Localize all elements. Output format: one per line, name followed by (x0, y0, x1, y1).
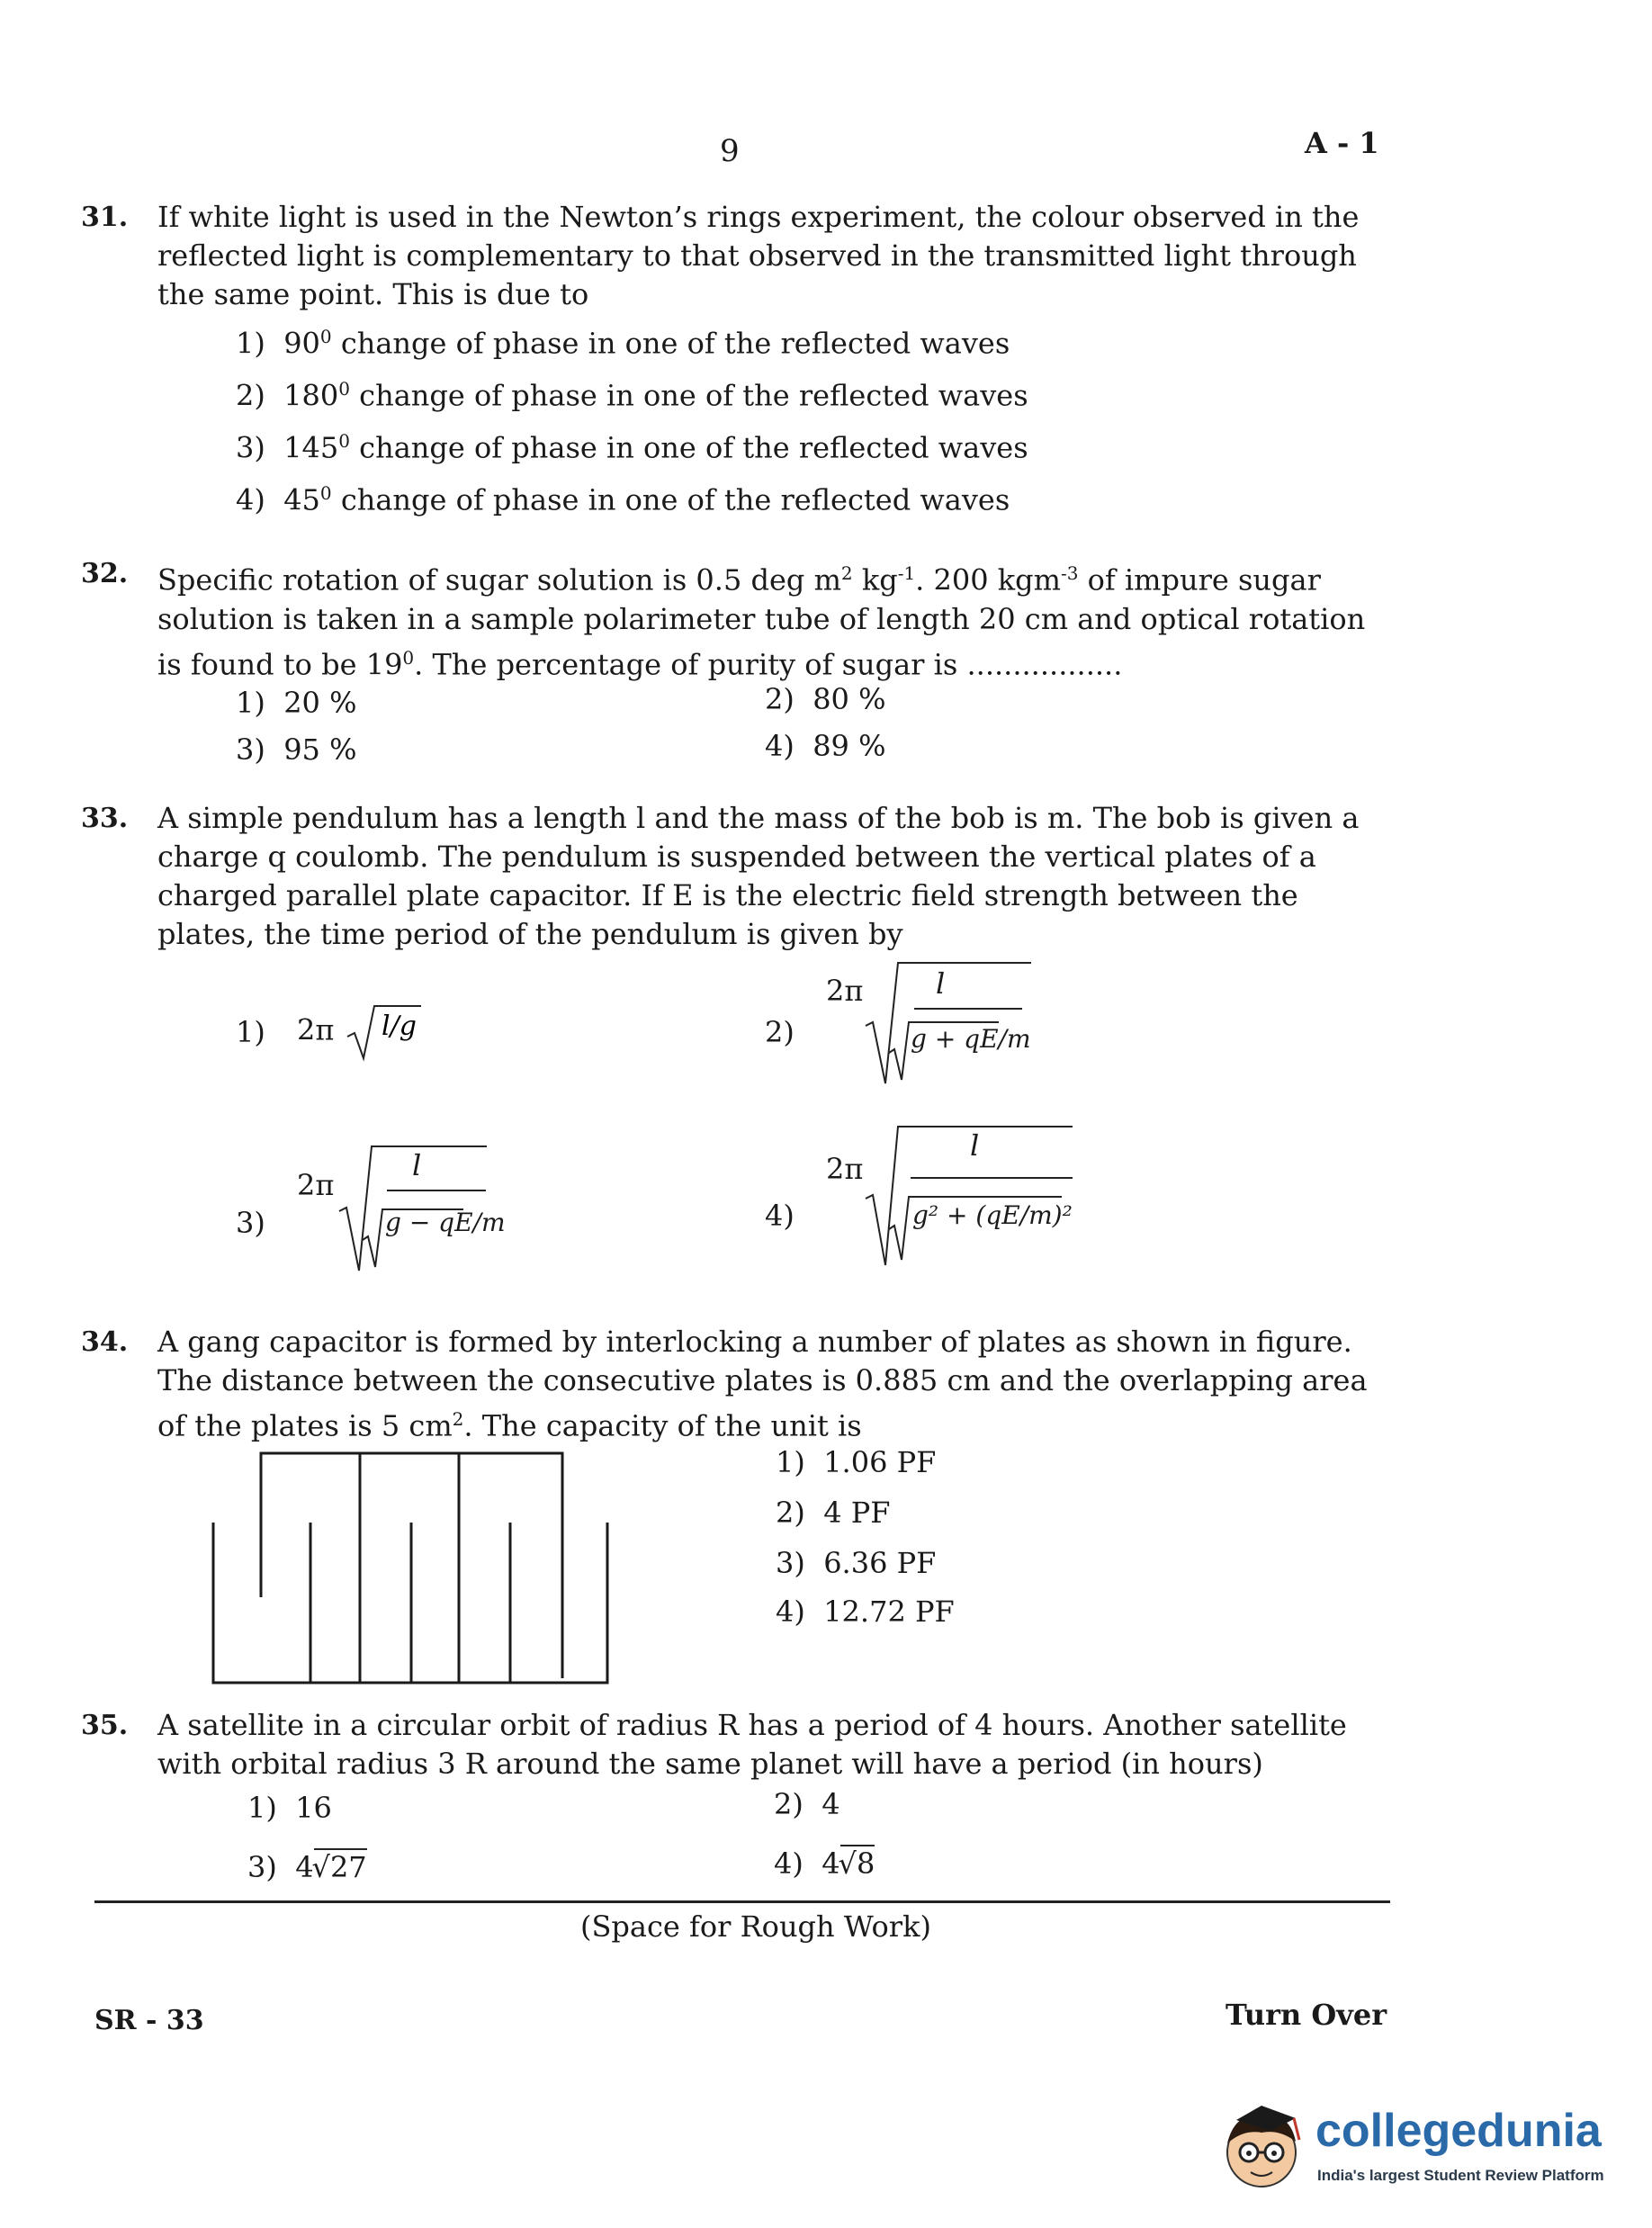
gang-capacitor-figure (202, 1440, 625, 1701)
option-34-2: 2) 4 PF (776, 1496, 891, 1530)
option-32-1: 1) 20 % (236, 686, 357, 720)
option-35-4: 4) 4√8 (774, 1846, 875, 1881)
fraction-bar (387, 1190, 486, 1191)
option-33-4-coef: 2π (826, 1152, 864, 1186)
question-number: 34. (81, 1326, 129, 1358)
brand-tagline: India's largest Student Review Platform (1317, 2167, 1604, 2184)
question-35 (81, 1706, 1377, 1783)
option-33-1-formula: 2π l/g (297, 1001, 425, 1064)
option-33-4-numerator: l (970, 1128, 980, 1163)
question-number: 32. (81, 558, 129, 589)
page-number: 9 (720, 133, 740, 169)
fraction-bar (914, 1008, 1022, 1010)
question-34 (81, 1323, 1377, 1446)
option-31-2: 2) $180^0$ change of phase in one of the reflected waves (236, 378, 1028, 413)
option-33-4-denominator: g² + (qE/m)² (912, 1200, 1073, 1230)
option-35-3: 3) 4√27 (247, 1850, 367, 1884)
question-text: If white light is used in the Newton’s rings experiment, the colour observed in the reflected light is complementary to that observed in the transmitted light through the same point. This is due to (157, 200, 1360, 311)
option-33-2: 2) (765, 1015, 795, 1049)
question-number: 31. (81, 202, 129, 233)
option-33-3-coef: 2π (297, 1168, 335, 1202)
option-34-3: 3) 6.36 PF (776, 1546, 937, 1580)
radical-icon (344, 1001, 425, 1064)
mascot-logo-icon (1217, 2097, 1306, 2196)
option-31-1: 1) $90^0$ change of phase in one of the reflected waves (236, 326, 1010, 361)
option-33-3-denominator: g − qE/m (385, 1208, 506, 1237)
option-33-3-numerator: l (412, 1148, 422, 1182)
option-35-2: 2) 4 (774, 1787, 840, 1821)
rough-work-divider (94, 1900, 1390, 1903)
question-text: Specific rotation of sugar solution is 0.5 deg $m^2$ $kg^{-1}$. 200 kgm$^{-3}$ of impure sugar solution is taken in a sample polarimeter tube of length 20 cm and optical rotation is found to be $19^0$. The percentage of purity of sugar is ................. (157, 562, 1366, 682)
option-33-4: 4) (765, 1199, 795, 1233)
question-text: A satellite in a circular orbit of radius R has a period of 4 hours. Another satellite with orbital radius 3 R around the same planet will have a period (in hours) (157, 1708, 1347, 1781)
question-text: A gang capacitor is formed by interlocking a number of plates as shown in figure. The distance between the consecutive plates is 0.885 cm and the overlapping area of the plates is 5 $cm^2$. The capacity of the unit is (157, 1325, 1368, 1443)
collegedunia-watermark (1217, 2097, 1612, 2205)
svg-text:l/g: l/g (381, 1011, 417, 1042)
question-33 (81, 799, 1377, 954)
question-number: 33. (81, 803, 129, 834)
question-32 (81, 554, 1377, 684)
option-34-1: 1) 1.06 PF (776, 1445, 937, 1479)
radical-icon (864, 954, 1035, 1089)
option-33-3: 3) (236, 1206, 265, 1240)
sheet-code: SR - 33 (94, 2005, 204, 2036)
brand-name: collegedunia (1315, 2105, 1602, 2157)
option-33-2-numerator: l (936, 966, 946, 1001)
option-31-3: 3) $145^0$ change of phase in one of the reflected waves (236, 430, 1028, 465)
option-32-3: 3) 95 % (236, 732, 357, 767)
rough-work-label: (Space for Rough Work) (580, 1909, 931, 1944)
option-33-2-denominator: g + qE/m (911, 1024, 1031, 1054)
option-34-4: 4) 12.72 PF (776, 1595, 955, 1629)
question-number: 35. (81, 1710, 129, 1741)
option-33-2-coef: 2π (826, 974, 864, 1008)
option-35-1: 1) 16 (247, 1791, 332, 1825)
fraction-bar (911, 1177, 1073, 1179)
option-33-1: 1) (236, 1015, 265, 1049)
question-text: A simple pendulum has a length l and the mass of the bob is m. The bob is given a charge q coulomb. The pendulum is suspended between the vertical plates of a charged parallel plate capacitor. If E is the electric field strength between the plates, the time period of the pendulum is given by (157, 801, 1360, 951)
paper-code: A - 1 (1305, 126, 1379, 160)
turn-over-label: Turn Over (1226, 1998, 1387, 2032)
question-31 (81, 198, 1377, 314)
option-32-4: 4) 89 % (765, 729, 886, 763)
option-32-2: 2) 80 % (765, 682, 886, 716)
option-31-4: 4) $45^0$ change of phase in one of the reflected waves (236, 482, 1010, 517)
